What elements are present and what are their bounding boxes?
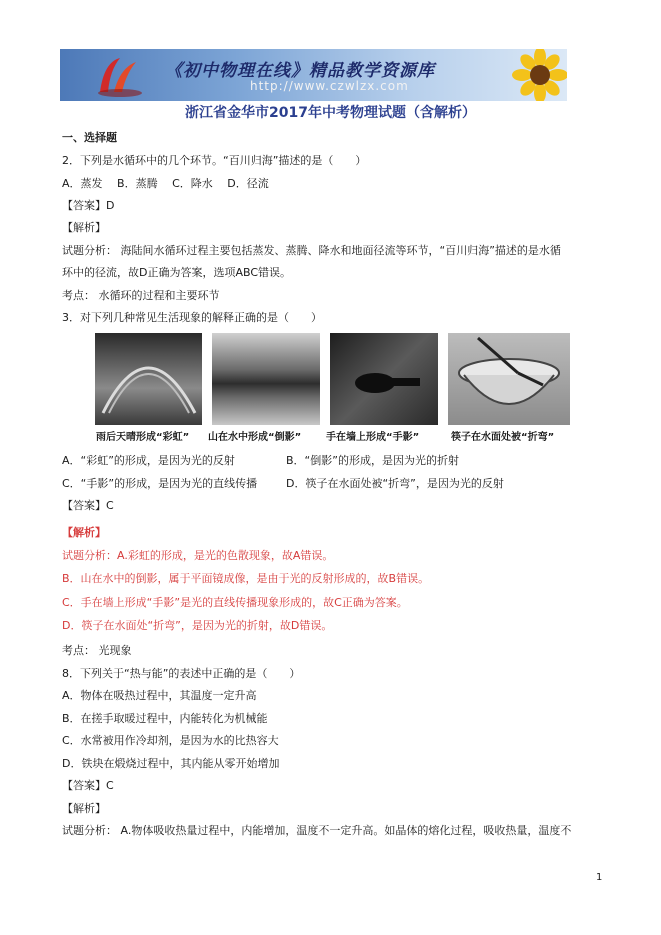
document-title: 浙江省金华市2017年中考物理试题（含解析） xyxy=(185,105,476,121)
page-number: 1 xyxy=(596,872,603,883)
rainbow-photo xyxy=(95,333,202,425)
q8-stem: 8．下列关于“热与能”的表述中正确的是（ ） xyxy=(62,667,301,680)
chopsticks-photo xyxy=(448,333,570,425)
q8-option-a: A．物体在吸热过程中，其温度一定升高 xyxy=(62,689,257,702)
q2-analysis-head: 【解析】 xyxy=(62,221,106,234)
q3-analysis-b: B．山在水中的倒影，属于平面镜成像，是由于光的反射形成的，故B错误。 xyxy=(62,572,430,585)
q3-analysis-a: 试题分析：A.彩虹的形成，是光的色散现象，故A错误。 xyxy=(62,549,334,562)
q3-option-d: D．筷子在水面处被“折弯”，是因为光的反射 xyxy=(286,477,504,490)
q3-option-b: B．“倒影”的形成，是因为光的折射 xyxy=(286,454,459,467)
q8-analysis-head: 【解析】 xyxy=(62,802,106,815)
q3-stem: 3．对下列几种常见生活现象的解释正确的是（ ） xyxy=(62,311,322,324)
banner-url[interactable]: http://www.czwlzx.com xyxy=(250,79,409,93)
q2-answer: 【答案】D xyxy=(62,199,115,212)
caption-rainbow: 雨后天晴形成“彩虹” xyxy=(96,432,190,443)
q8-option-b: B．在搓手取暖过程中，内能转化为机械能 xyxy=(62,712,268,725)
q8-analysis-line1: 试题分析： A.物体吸收热量过程中，内能增加，温度不一定升高。如晶体的熔化过程，吸收热量，温度不 xyxy=(62,824,572,837)
q3-analysis-head: 【解析】 xyxy=(62,526,106,539)
header-banner xyxy=(60,49,567,101)
caption-reflection: 山在水中形成“倒影” xyxy=(208,432,302,443)
hand-shadow-photo xyxy=(330,333,438,425)
q3-analysis-d: D．筷子在水面处“折弯”，是因为光的折射，故D错误。 xyxy=(62,619,333,632)
q3-option-a: A．“彩虹”的形成，是因为光的反射 xyxy=(62,454,235,467)
logo-icon xyxy=(90,52,150,98)
q2-analysis-line2: 环中的径流，故D正确为答案，选项ABC错误。 xyxy=(62,266,292,279)
q3-analysis-c: C．手在墙上形成“手影”是光的直线传播现象形成的，故C正确为答案。 xyxy=(62,596,408,609)
caption-hand-shadow: 手在墙上形成“手影” xyxy=(326,432,420,443)
q3-kaodian: 考点： 光现象 xyxy=(62,644,132,657)
q3-answer: 【答案】C xyxy=(62,499,114,512)
q2-stem: 2．下列是水循环中的几个环节。“百川归海”描述的是（ ） xyxy=(62,154,367,167)
q2-kaodian: 考点： 水循环的过程和主要环节 xyxy=(62,289,220,302)
banner-title: 《初中物理在线》精品教学资源库 xyxy=(165,61,435,81)
q8-option-d: D．铁块在煅烧过程中，其内能从零开始增加 xyxy=(62,757,280,770)
q2-options: A．蒸发 B．蒸腾 C．降水 D．径流 xyxy=(62,177,269,190)
q8-option-c: C．水常被用作冷却剂，是因为水的比热容大 xyxy=(62,734,279,747)
reflection-photo xyxy=(212,333,320,425)
section-heading: 一、选择题 xyxy=(62,131,117,144)
q8-answer: 【答案】C xyxy=(62,779,114,792)
q2-analysis-line1: 试题分析： 海陆间水循环过程主要包括蒸发、蒸腾、降水和地面径流等环节，“百川归海”描述的是水循 xyxy=(62,244,561,257)
caption-chopsticks: 筷子在水面处被“折弯” xyxy=(451,432,555,443)
sunflower-icon xyxy=(500,49,567,101)
q3-option-c: C．“手影”的形成，是因为光的直线传播 xyxy=(62,477,258,490)
